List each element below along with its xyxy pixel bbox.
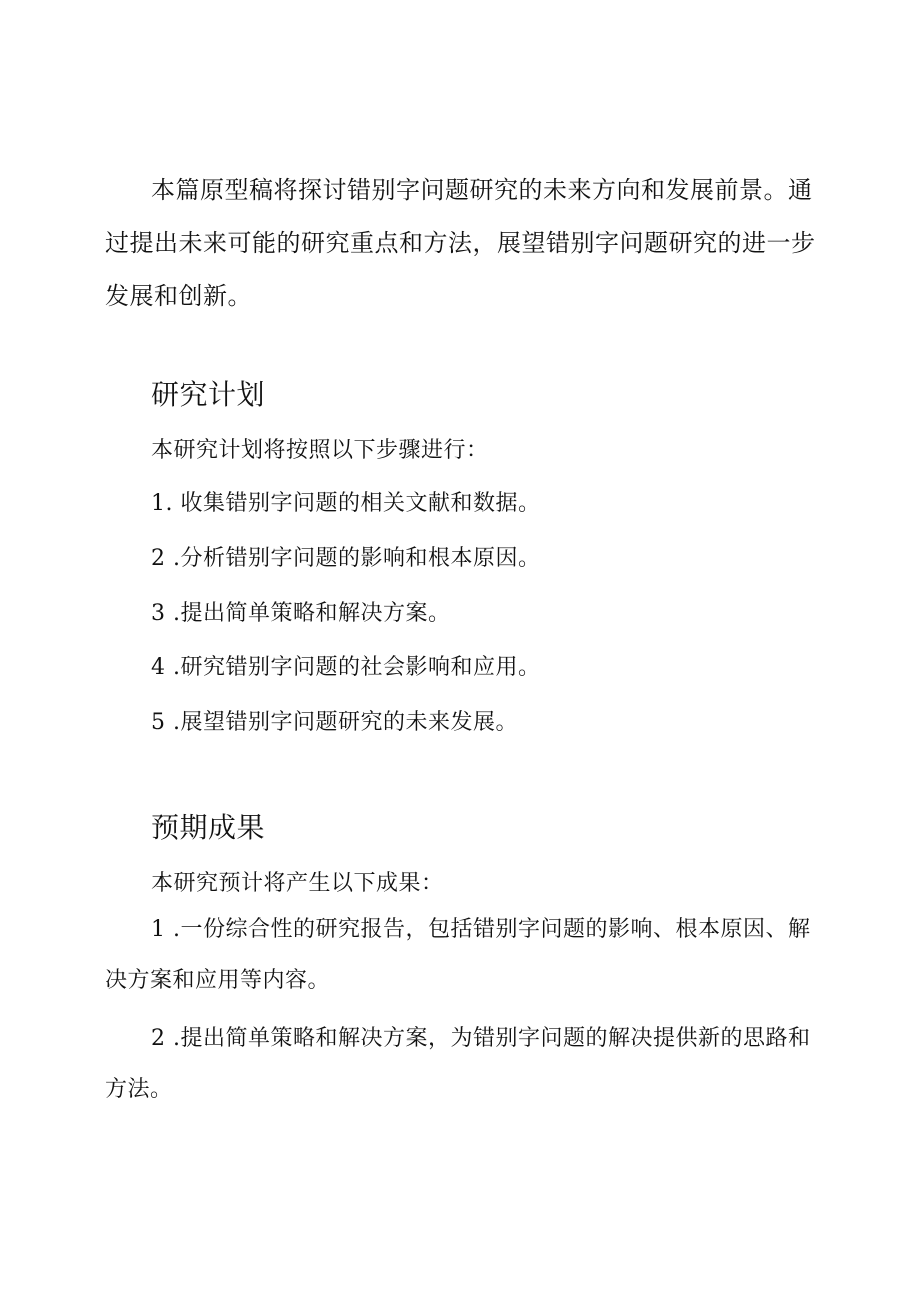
expected-results-intro: 本研究预计将产生以下成果： — [151, 871, 444, 896]
expected-results-heading: 预期成果 — [151, 811, 266, 844]
research-plan-heading: 研究计划 — [151, 378, 266, 411]
result-item-1: 1 .一份综合性的研究报告，包括错别字问题的影响、根本原因、解决方案和应用等内容。 — [105, 917, 811, 993]
research-plan-intro: 本研究计划将按照以下步骤进行： — [151, 438, 489, 463]
plan-step-2: 2 .分析错别字问题的影响和根本原因。 — [151, 546, 541, 571]
plan-step-3: 3 .提出简单策略和解决方案。 — [151, 601, 451, 626]
intro-paragraph: 本篇原型稿将探讨错别字问题研究的未来方向和发展前景。通过提出未来可能的研究重点和方法，展望错别字问题研究的进一步发展和创新。 — [105, 176, 816, 310]
plan-step-4: 4 .研究错别字问题的社会影响和应用。 — [151, 655, 541, 680]
result-item-2: 2 .提出简单策略和解决方案，为错别字问题的解决提供新的思路和方法。 — [105, 1026, 811, 1102]
plan-step-1: 1. 收集错别字问题的相关文献和数据。 — [151, 491, 541, 516]
plan-step-5: 5 .展望错别字问题研究的未来发展。 — [151, 710, 518, 735]
